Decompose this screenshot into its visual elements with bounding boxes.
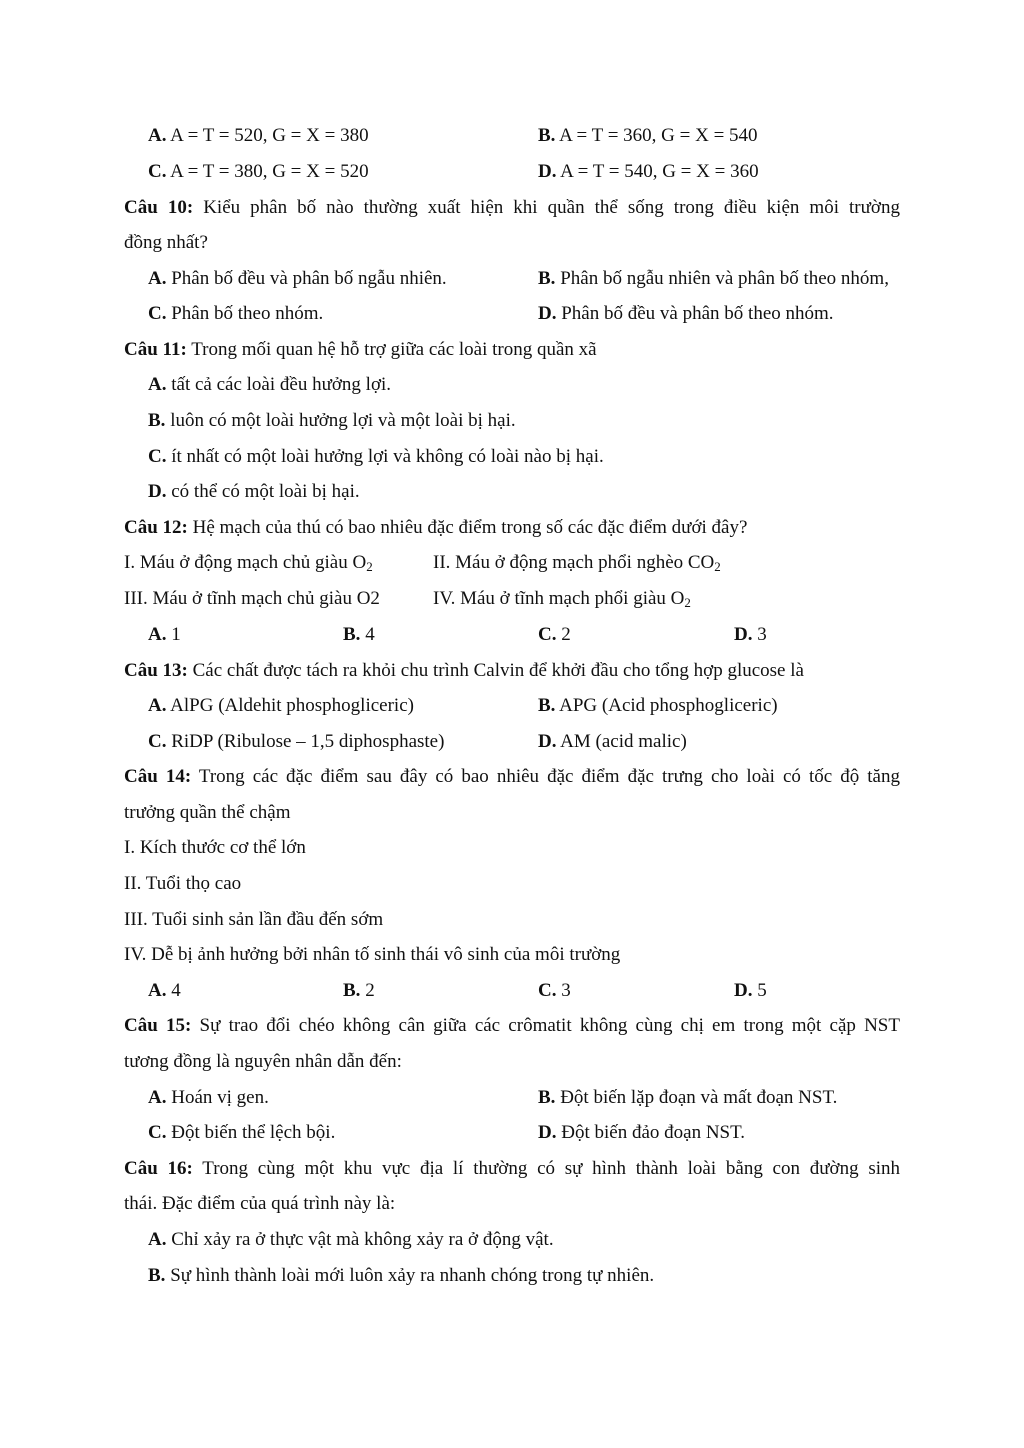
q13-option-b: B. APG (Acid phosphogliceric) — [538, 695, 778, 716]
q10-option-b: B. Phân bố ngẫu nhiên và phân bố theo nhóm, — [538, 268, 889, 289]
q9-option-a: A. A = T = 520, G = X = 380 — [148, 125, 369, 146]
q14-options-row — [0, 976, 1024, 1006]
q11-option-d: D. có thể có một loài bị hại. — [148, 481, 360, 502]
q13-option-c: C. RiDP (Ribulose – 1,5 diphosphaste) — [148, 731, 445, 752]
q15-stem-cont: tương đồng là nguyên nhân dẫn đến: — [124, 1051, 402, 1072]
q9-option-d: D. A = T = 540, G = X = 360 — [538, 161, 759, 182]
q15-option-c: C. Đột biến thể lệch bội. — [148, 1122, 336, 1143]
q12-option-c: C. 2 — [538, 624, 571, 645]
q14-option-c: C. 3 — [538, 980, 571, 1001]
q10-options-row-2 — [0, 299, 1024, 329]
q15-option-b: B. Đột biến lặp đoạn và mất đoạn NST. — [538, 1087, 838, 1108]
q9-option-c: C. A = T = 380, G = X = 520 — [148, 161, 369, 182]
q10-options-row-1 — [0, 264, 1024, 294]
q12-statement-2: II. Máu ở động mạch phổi nghèo $CO_2$ — [433, 552, 721, 574]
q13-options-row-2 — [0, 727, 1024, 757]
q9-options-row-1 — [0, 121, 1024, 151]
q12-statement-4: IV. Máu ở tĩnh mạch phổi giàu $O_2$ — [433, 588, 691, 610]
q15-option-a: A. Hoán vị gen. — [148, 1087, 269, 1108]
q13-options-row-1 — [0, 691, 1024, 721]
q10-stem-cont: đồng nhất? — [124, 232, 208, 253]
q14-statement-3: III. Tuổi sinh sản lần đầu đến sớm — [124, 909, 384, 930]
q14-statement-4: IV. Dễ bị ảnh hưởng bởi nhân tố sinh thái vô sinh của môi trường — [124, 944, 621, 965]
q14-option-b: B. 2 — [343, 980, 375, 1001]
q12-statement-3: III. Máu ở tĩnh mạch chủ giàu O2 — [124, 588, 380, 609]
q9-option-b: B. A = T = 360, G = X = 540 — [538, 125, 758, 146]
q10-option-a: A. Phân bố đều và phân bố ngẫu nhiên. — [148, 268, 447, 289]
q14-stem: Câu 14: Trong các đặc điểm sau đây có bao nhiêu đặc điểm đặc trưng cho loài có tốc độ tăng — [124, 766, 900, 787]
q15-options-row-2 — [0, 1118, 1024, 1148]
q11-option-b: B. luôn có một loài hưởng lợi và một loài bị hại. — [148, 410, 516, 431]
q13-stem: Câu 13: Các chất được tách ra khỏi chu trình Calvin để khởi đầu cho tổng hợp glucose là — [124, 660, 804, 681]
q15-stem: Câu 15: Sự trao đổi chéo không cân giữa các crômatit không cùng chị em trong một cặp NST — [124, 1015, 900, 1036]
q11-stem: Câu 11: Trong mối quan hệ hỗ trợ giữa các loài trong quần xã — [124, 339, 597, 360]
q11-option-c: C. ít nhất có một loài hưởng lợi và không có loài nào bị hại. — [148, 446, 604, 467]
q13-option-d: D. AM (acid malic) — [538, 731, 687, 752]
q16-option-a: A. Chỉ xảy ra ở thực vật mà không xảy ra ở động vật. — [148, 1229, 554, 1250]
q14-statement-1: I. Kích thước cơ thể lớn — [124, 837, 306, 858]
q10-option-c: C. Phân bố theo nhóm. — [148, 303, 324, 324]
q15-options-row-1 — [0, 1083, 1024, 1113]
q12-stem: Câu 12: Hệ mạch của thú có bao nhiêu đặc điểm trong số các đặc điểm dưới đây? — [124, 517, 748, 538]
q10-stem: Câu 10: Kiểu phân bố nào thường xuất hiện khi quần thể sống trong điều kiện môi trường — [124, 197, 900, 218]
q14-stem-cont: trưởng quần thể chậm — [124, 802, 291, 823]
q11-option-a: A. tất cả các loài đều hưởng lợi. — [148, 374, 392, 395]
q14-option-a: A. 4 — [148, 980, 181, 1001]
q12-statement-1: I. Máu ở động mạch chủ giàu $O_2$ — [124, 552, 373, 574]
q12-option-a: A. 1 — [148, 624, 181, 645]
q9-options-row-2 — [0, 157, 1024, 187]
q16-stem: Câu 16: Trong cùng một khu vực địa lí thường có sự hình thành loài bằng con đường sinh — [124, 1158, 900, 1179]
q12-option-b: B. 4 — [343, 624, 375, 645]
q15-option-d: D. Đột biến đảo đoạn NST. — [538, 1122, 746, 1143]
q16-stem-cont: thái. Đặc điểm của quá trình này là: — [124, 1193, 396, 1214]
q14-option-d: D. 5 — [734, 980, 767, 1001]
q12-options-row — [0, 620, 1024, 650]
q12-statements-row-1 — [0, 548, 1024, 578]
q16-option-b: B. Sự hình thành loài mới luôn xảy ra nhanh chóng trong tự nhiên. — [148, 1265, 655, 1286]
q13-option-a: A. AlPG (Aldehit phosphogliceric) — [148, 695, 414, 716]
q14-statement-2: II. Tuổi thọ cao — [124, 873, 242, 894]
q10-option-d: D. Phân bố đều và phân bố theo nhóm. — [538, 303, 834, 324]
q12-statements-row-2 — [0, 584, 1024, 614]
q12-option-d: D. 3 — [734, 624, 767, 645]
